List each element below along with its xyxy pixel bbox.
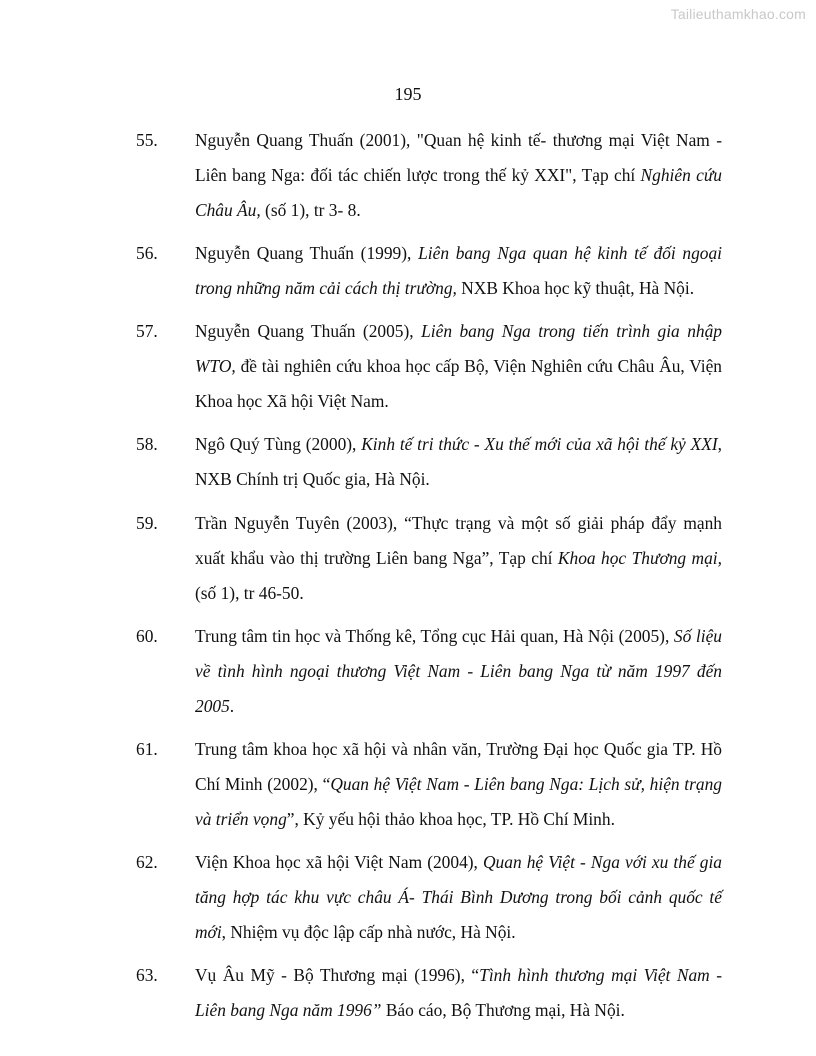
reference-title: Liên bang Nga trong tiến trình gia nhập WTO, bbox=[195, 321, 722, 376]
reference-item bbox=[136, 314, 722, 419]
reference-text: Viện Khoa học xã hội Việt Nam (2004), bbox=[195, 852, 483, 872]
reference-item bbox=[136, 506, 722, 611]
reference-text: (số 1), tr 46-50. bbox=[195, 583, 304, 603]
reference-number: 57. bbox=[136, 321, 158, 341]
reference-item bbox=[136, 236, 722, 306]
reference-text: , Nhiệm vụ độc lập cấp nhà nước, Hà Nội. bbox=[221, 922, 516, 942]
reference-title: Kinh tế tri thức - Xu thế mới của xã hội thế kỷ XXI bbox=[361, 434, 718, 454]
reference-item bbox=[136, 732, 722, 837]
reference-item bbox=[136, 123, 722, 228]
reference-text: Vụ Âu Mỹ - Bộ Thương mại (1996), “ bbox=[195, 965, 480, 985]
reference-number: 61. bbox=[136, 739, 158, 759]
reference-number: 58. bbox=[136, 434, 158, 454]
reference-text: , NXB Chính trị Quốc gia, Hà Nội. bbox=[195, 434, 722, 489]
reference-text: Báo cáo, Bộ Thương mại, Hà Nội. bbox=[381, 1000, 625, 1020]
reference-text: . bbox=[229, 696, 235, 716]
reference-item bbox=[136, 619, 722, 724]
reference-text: Nguyễn Quang Thuấn (2001), "Quan hệ kinh tế- thương mại Việt Nam - Liên bang Nga: đối tác chiến lược trong thế kỷ XXI", Tạp chí bbox=[195, 130, 722, 185]
reference-text: đề tài nghiên cứu khoa học cấp Bộ, Viện Nghiên cứu Châu Âu, Viện Khoa học Xã hội Việt Nam. bbox=[195, 356, 722, 411]
watermark: Tailieuthamkhao.com bbox=[670, 6, 806, 22]
reference-list bbox=[136, 123, 722, 1036]
reference-text: NXB Khoa học kỹ thuật, Hà Nội. bbox=[456, 278, 695, 298]
reference-text: Nguyễn Quang Thuấn (1999), bbox=[195, 243, 419, 263]
reference-item bbox=[136, 958, 722, 1028]
reference-number: 56. bbox=[136, 243, 158, 263]
reference-title: Khoa học Thương mại, bbox=[557, 548, 722, 568]
reference-text: Trung tâm tin học và Thống kê, Tổng cục Hải quan, Hà Nội (2005), bbox=[195, 626, 674, 646]
reference-text: Trần Nguyễn Tuyên (2003), “Thực trạng và một số giải pháp đẩy mạnh xuất khẩu vào thị trường Liên bang Nga”, Tạp chí bbox=[195, 513, 722, 568]
reference-text: ”, Kỷ yếu hội thảo khoa học, TP. Hồ Chí Minh. bbox=[286, 809, 615, 829]
reference-text: Trung tâm khoa học xã hội và nhân văn, Trường Đại học Quốc gia TP. Hồ Chí Minh (2002), “ bbox=[195, 739, 722, 794]
reference-title: Quan hệ Việt Nam - Liên bang Nga: Lịch sử, hiện trạng và triển vọng bbox=[195, 774, 722, 829]
reference-title: Nghiên cứu Châu Âu, bbox=[195, 165, 722, 220]
reference-title: Quan hệ Việt - Nga với xu thế gia tăng hợp tác khu vực châu Á- Thái Bình Dương trong bối cảnh quốc tế mới bbox=[195, 852, 722, 942]
reference-text: (số 1), tr 3- 8. bbox=[260, 200, 361, 220]
reference-title: Tình hình thương mại Việt Nam - Liên bang Nga năm 1996” bbox=[195, 965, 722, 1020]
reference-title: Liên bang Nga quan hệ kinh tế đối ngoại trong những năm cải cách thị trường, bbox=[195, 243, 722, 298]
reference-title: Số liệu về tình hình ngoại thương Việt Nam - Liên bang Nga từ năm 1997 đến 2005 bbox=[195, 626, 722, 716]
reference-item bbox=[136, 845, 722, 950]
reference-number: 63. bbox=[136, 965, 158, 985]
page-number: 195 bbox=[394, 84, 422, 104]
reference-item bbox=[136, 427, 722, 497]
reference-number: 62. bbox=[136, 852, 158, 872]
reference-number: 55. bbox=[136, 130, 158, 150]
reference-number: 59. bbox=[136, 513, 158, 533]
reference-text: Nguyễn Quang Thuấn (2005), bbox=[195, 321, 422, 341]
reference-text: Ngô Quý Tùng (2000), bbox=[195, 434, 362, 454]
reference-number: 60. bbox=[136, 626, 158, 646]
